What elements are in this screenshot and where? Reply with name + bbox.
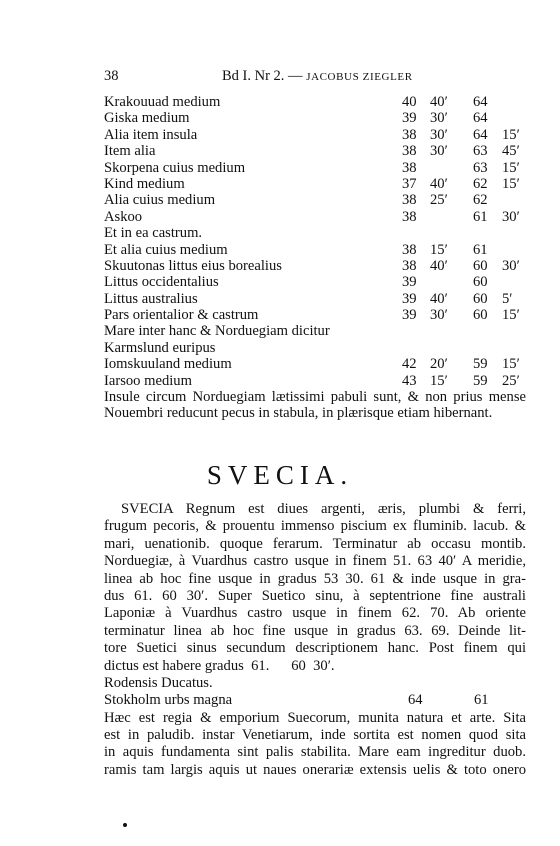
place-name: Karmslund euripus [104,339,216,356]
lat-min: 20′ [430,356,448,373]
place-name: Stokholm urbs magna [104,692,233,709]
lat-min: 15′ [430,241,448,258]
place-name: Littus australius [104,290,198,307]
lat-deg: 39 [402,110,417,127]
author-name: JACOBUS ZIEGLER [306,71,413,83]
lat-deg: 38 [402,126,417,143]
lon-deg: 63 [473,159,488,176]
table-row [104,291,526,307]
table-row [104,225,526,241]
lon-deg: 62 [473,175,488,192]
table-row [104,110,526,126]
lon-deg: 63 [473,143,488,160]
lat-deg: 38 [402,143,417,160]
lon-deg: 59 [473,356,488,373]
table-row [104,242,526,258]
place-name: Skorpena cuius medium [104,159,246,176]
page-number: 38 [104,68,119,84]
paragraph-line: frugum pecoris, & prouentu immenso piscium ex fluminib. lacub. & [104,518,526,535]
table-row [104,176,526,192]
paragraph-line: tore Suetici sinus secundum descriptionem hanc. Post finem qui [104,640,526,657]
lon-min: 30′ [502,208,520,225]
lat-deg: 38 [402,159,417,176]
table-row [104,356,526,372]
place-name: Giska medium [104,110,190,127]
place-name: Kind medium [104,175,185,192]
lat-min: 40′ [430,290,448,307]
section-heading: SVECIA. [206,460,354,490]
lon-deg: 60 [473,257,488,274]
table-row [104,127,526,143]
lat-deg: 64 [408,692,423,709]
lon-min: 25′ [502,372,520,389]
table-row [104,209,526,225]
lat-min: 30′ [430,307,448,324]
lon-min: 45′ [502,143,520,160]
place-name: Krakouuad medium [104,94,221,110]
insule-note-line: Nouembri reducunt pecus in stabula, in plærisque etiam hibernant. [104,405,493,422]
lat-deg: 39 [402,290,417,307]
lat-min: 40′ [430,175,448,192]
lat-deg: 38 [402,257,417,274]
lon-min: 15′ [502,159,520,176]
lon-min: 5′ [502,290,513,307]
lon-deg: 60 [473,307,488,324]
paragraph-line: linea ab hoc fine usque in gradus 53 30. 61 & inde usque in gra- [104,570,526,587]
lat-deg: 37 [402,175,417,192]
lon-deg: 61 [474,692,489,709]
stokholm-row [104,692,526,709]
lon-deg: 60 [473,290,488,307]
place-name: Iomskuuland medium [104,356,232,373]
lat-min: 30′ [430,110,448,127]
place-name: Littus occidentalius [104,274,219,291]
lat-min: 15′ [430,372,448,389]
paragraph-line: dus 61. 60 30′. Super Suetico sinu, à septentrione fine australi [104,587,526,604]
paragraph-line: Hæc est regia & emporium Suecorum, munita natura et arte. Sita [104,709,526,726]
paragraph-line: in aquis fundamenta sint palis stabilita. Mare eam ingreditur duob. [104,744,526,761]
paragraph-line: SVECIA Regnum est diues argenti, æris, plumbi & ferri, [121,501,526,517]
lon-deg: 61 [473,241,488,258]
lat-deg: 39 [402,307,417,324]
lat-min: 30′ [430,126,448,143]
table-row [104,192,526,208]
lon-deg: 62 [473,192,488,209]
place-name: Et in ea castrum. [104,225,203,242]
lon-min: 15′ [502,307,520,324]
table-row [104,274,526,290]
lat-deg: 43 [402,372,417,389]
table-row [104,307,526,323]
table-row [104,160,526,176]
svecia-text [104,501,526,779]
table-row [104,258,526,274]
lon-deg: 64 [473,126,488,143]
printer-mark [123,823,127,827]
paragraph-line: ramis tam largis aquis ut naues onerariæ extensis uelis & toto onero [104,761,526,778]
table-row [104,94,526,110]
table-row [104,143,526,159]
place-name: Mare inter hanc & Norduegiam dicitur [104,323,330,340]
lon-deg: 60 [473,274,488,291]
lat-min: 25′ [430,192,448,209]
volume-label: Bd I. Nr 2. — [222,68,303,84]
paragraph-line: dictus est habere gradus 61. 60 30′. [104,657,335,674]
lon-min: 15′ [502,356,520,373]
table-row [104,323,526,339]
insule-note-line: Insule circum Norduegiam lætissimi pabuli sunt, & non prius mense [104,389,526,406]
place-name: Alia cuius medium [104,192,216,209]
lon-deg: 61 [473,208,488,225]
table-row [104,373,526,389]
paragraph-line: mari, uenationib. quoque ferarum. Terminatur ab occasu montib. [104,535,526,552]
place-name: Et alia cuius medium [104,241,228,258]
lon-deg: 64 [473,110,488,127]
lat-deg: 40 [402,94,417,110]
lon-min: 30′ [502,257,520,274]
running-title [222,68,413,85]
place-name: Askoo [104,208,143,225]
lon-min: 15′ [502,126,520,143]
lat-deg: 38 [402,208,417,225]
lat-deg: 39 [402,274,417,291]
rodensis-heading: Rodensis Ducatus. [104,674,213,691]
lat-min: 40′ [430,94,448,110]
coordinates-table [104,94,526,422]
lon-deg: 64 [473,94,488,110]
place-name: Iarsoo medium [104,372,192,389]
paragraph-line: Norduegiæ, à Vuardhus castro usque in finem 51. 63 40′ A meridie, [104,553,526,570]
table-row [104,340,526,356]
lat-deg: 38 [402,241,417,258]
place-name: Skuutonas littus eius borealius [104,257,282,274]
lat-min: 40′ [430,257,448,274]
place-name: Alia item insula [104,126,198,143]
place-name: Item alia [104,143,156,160]
paragraph-line: est in paludib. instar Venetiarum, inde sortita est nomen quod sita [104,727,526,744]
lat-deg: 42 [402,356,417,373]
lon-deg: 59 [473,372,488,389]
paragraph-line: terminatur linea ab hoc fine usque in gradus 63. 69. Deinde lit- [104,622,526,639]
lat-deg: 38 [402,192,417,209]
lon-min: 15′ [502,175,520,192]
place-name: Pars orientalior & castrum [104,307,259,324]
lat-min: 30′ [430,143,448,160]
paragraph-line: Laponiæ à Vuardhus castro usque in finem 62. 70. Ab oriente [104,605,526,622]
